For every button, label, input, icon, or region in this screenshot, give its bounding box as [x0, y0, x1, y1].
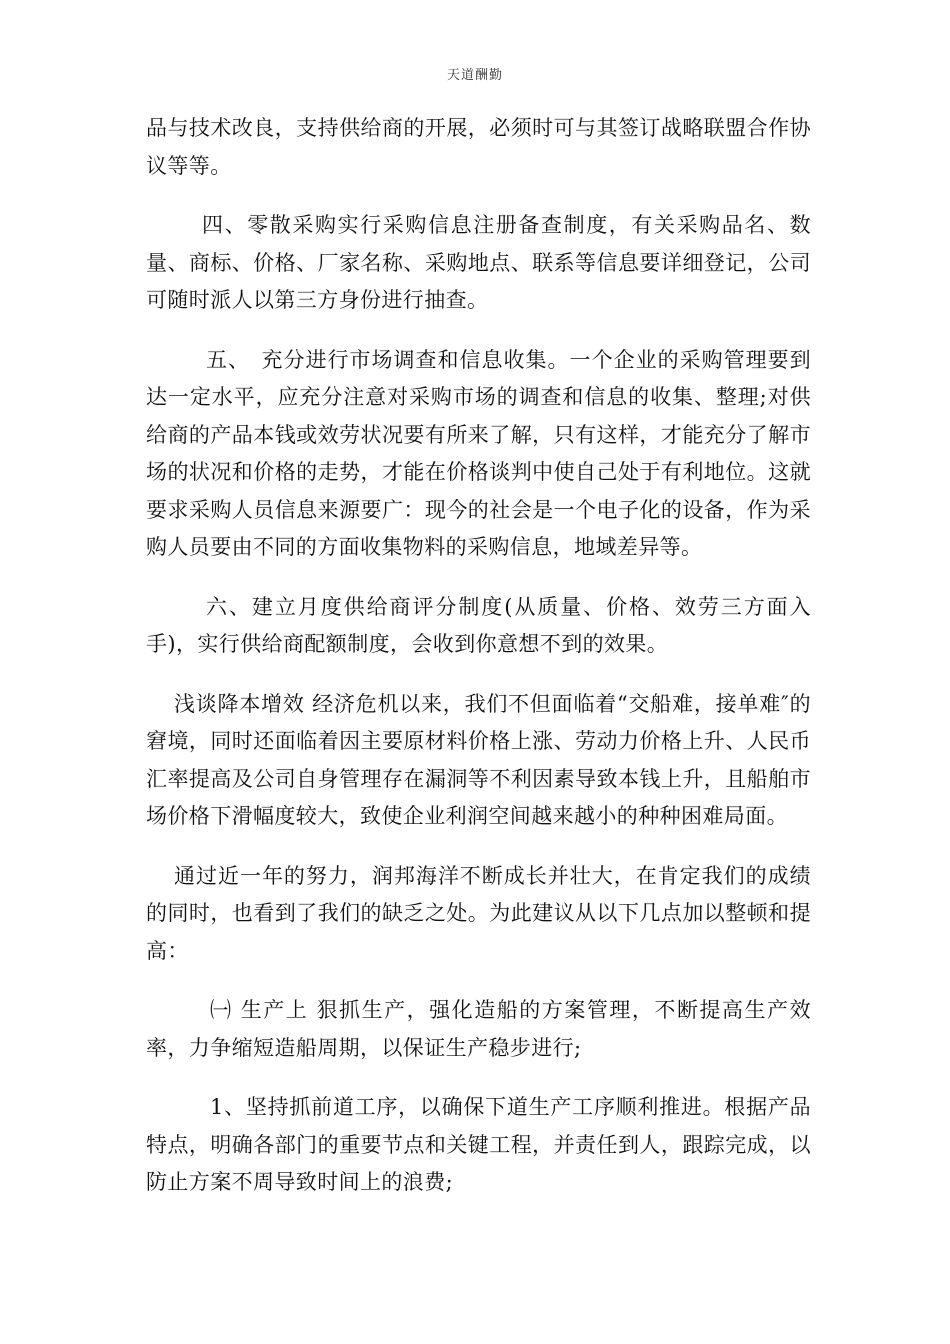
paragraph-point-1: 1、坚持抓前道工序，以确保下道生产工序顺利推进。根据产品特点，明确各部门的重要节点和关键工程，并责任到人，跟踪完成，以防止方案不周导致时间上的浪费; — [146, 1095, 811, 1194]
paragraph-item-6: 六、建立月度供给商评分制度(从质量、价格、效劳三方面入手)，实行供给商配额制度，会收到你意想不到的效果。 — [146, 594, 811, 656]
paragraph-continuation: 品与技术改良，支持供给商的开展，必须时可与其签订战略联盟合作协议等等。 — [146, 116, 811, 178]
paragraph-production: ㈠ 生产上 狠抓生产，强化造船的方案管理，不断提高生产效率，力争缩短造船周期，以保证生产稳步进行; — [146, 998, 811, 1060]
paragraph-item-5: 五、 充分进行市场调查和信息收集。一个企业的采购管理要到达一定水平，应充分注意对采购市场的调查和信息的收集、整理;对供给商的产品本钱或效劳状况要有所来了解，只有这样，才能充分了解市场的状况和价格的走势，才能在价格谈判中使自己处于有利地位。这就要求采购人员信息来源要广：现今的社会是一个电子化的设备，作为采购人员要由不同的方面收集物料的采购信息，地域差异等。 — [146, 347, 811, 559]
paragraph-cost-reduction: 浅谈降本增效 经济危机以来，我们不但面临着“交船难，接单难″的窘境，同时还面临着因主要原材料价格上涨、劳动力价格上升、人民币汇率提高及公司自身管理存在漏洞等不利因素导致本钱上升，且船舶市场价格下滑幅度较大，致使企业利润空间越来越小的种种困难局面。 — [146, 691, 811, 828]
paragraph-item-4: 四、零散采购实行采购信息注册备查制度，有关采购品名、数量、商标、价格、厂家名称、采购地点、联系等信息要详细登记，公司可随时派人以第三方身份进行抽查。 — [146, 213, 811, 312]
paragraph-improvement: 通过近一年的努力，润邦海洋不断成长并壮大，在肯定我们的成绩的同时，也看到了我们的缺乏之处。为此建议从以下几点加以整顿和提高： — [146, 863, 811, 963]
document-body — [146, 110, 811, 1224]
page-header: 天道酬勤 — [446, 68, 503, 83]
